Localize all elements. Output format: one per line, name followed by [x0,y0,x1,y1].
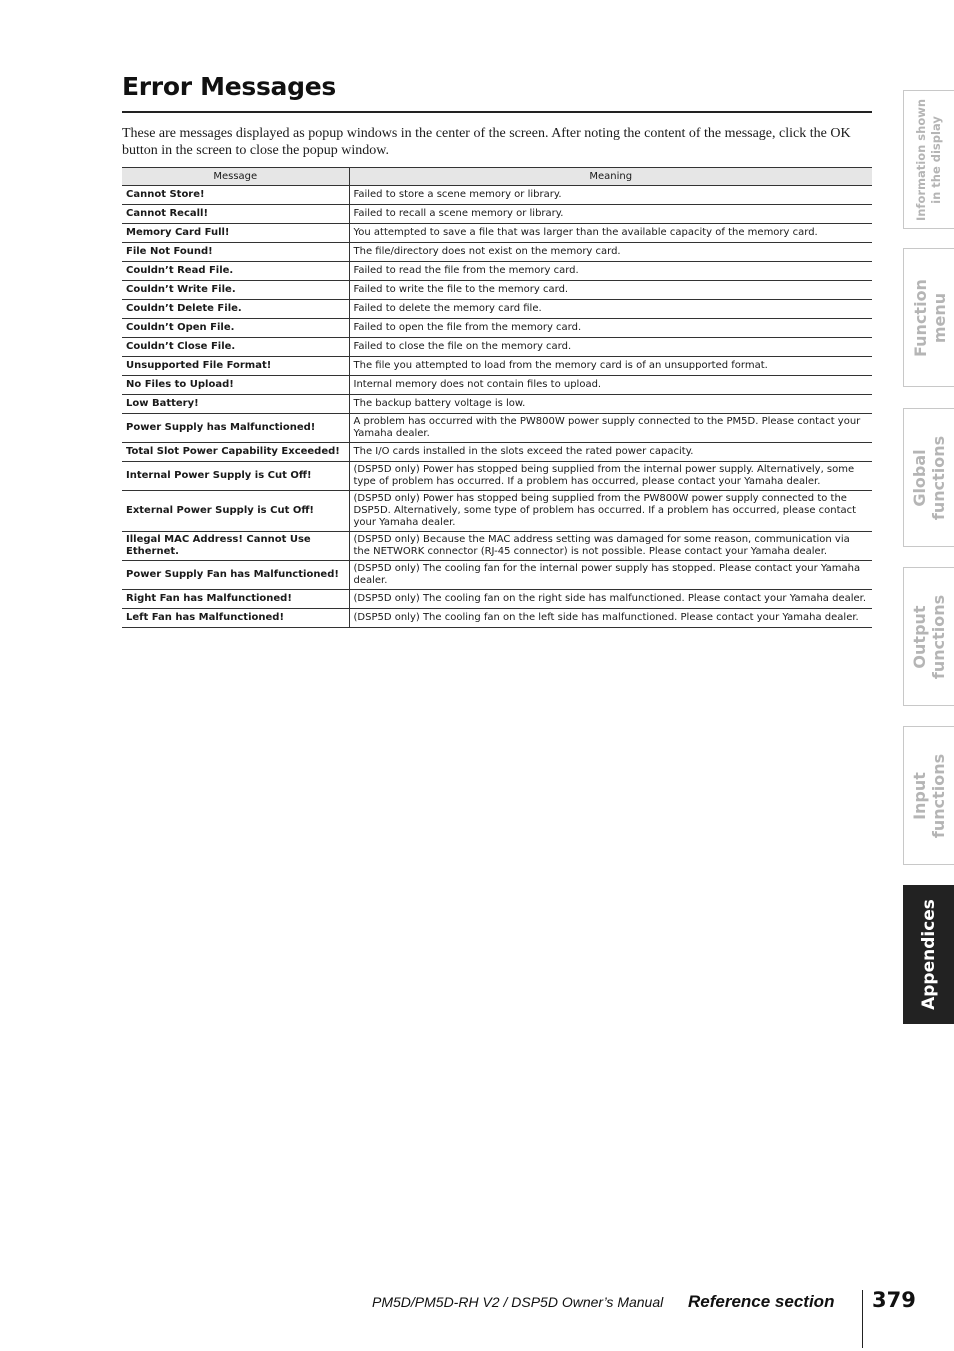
tab-information-shown-in-the-display[interactable] [903,90,954,229]
column-header-meaning: Meaning [349,168,872,186]
tab-global-functions[interactable] [903,408,954,547]
tab-input-functions[interactable] [903,726,954,865]
message-cell: Total Slot Power Capability Exceeded! [122,443,349,462]
meaning-cell: The backup battery voltage is low. [349,395,872,414]
message-cell: Couldn’t Delete File. [122,300,349,319]
table-row [122,186,872,205]
tab-label-line: Input [910,771,930,820]
intro-paragraph: These are messages displayed as popup windows in the center of the screen. After noting the content of the message, click the OK button in the screen to close the popup window. [122,126,851,158]
table-row [122,376,872,395]
message-cell: Illegal MAC Address! Cannot Use Ethernet. [122,532,349,561]
meaning-cell: Failed to store a scene memory or library. [349,186,872,205]
meaning-cell: The file you attempted to load from the memory card is of an unsupported format. [349,357,872,376]
table-row [122,262,872,281]
table-row [122,281,872,300]
table-row [122,561,872,590]
message-cell: Low Battery! [122,395,349,414]
meaning-cell: Failed to write the file to the memory card. [349,281,872,300]
table-row [122,319,872,338]
meaning-cell: You attempted to save a file that was larger than the available capacity of the memory card. [349,224,872,243]
message-cell: Unsupported File Format! [122,357,349,376]
message-cell: Cannot Recall! [122,205,349,224]
footer-divider [862,1290,863,1348]
tab-output-functions[interactable] [903,567,954,706]
meaning-cell: Failed to open the file from the memory card. [349,319,872,338]
page-title: Error Messages [122,72,336,101]
tab-function-menu[interactable] [903,248,954,387]
tab-label-line: Appendices [919,899,940,1010]
table-row [122,357,872,376]
table-row [122,491,872,532]
meaning-cell: (DSP5D only) Because the MAC address setting was damaged for some reason, communication via the NETWORK connector (RJ-45 connector) is not possible. Please contact your Yamaha dealer. [349,532,872,561]
tab-label-line: menu [929,292,949,343]
tab-label-line: functions [929,435,949,520]
meaning-cell: A problem has occurred with the PW800W power supply connected to the PM5D. Please contact your Yamaha dealer. [349,414,872,443]
table-row [122,462,872,491]
tab-appendices[interactable] [903,885,954,1024]
meaning-cell: (DSP5D only) The cooling fan on the left side has malfunctioned. Please contact your Yamaha dealer. [349,609,872,628]
footer-section-name: Reference section [688,1292,835,1311]
meaning-cell: Failed to close the file on the memory card. [349,338,872,357]
meaning-cell: (DSP5D only) The cooling fan on the right side has malfunctioned. Please contact your Yamaha dealer. [349,590,872,609]
table-row [122,443,872,462]
message-cell: Couldn’t Open File. [122,319,349,338]
footer-manual-title: PM5D/PM5D-RH V2 / DSP5D Owner’s Manual [372,1294,664,1310]
table-row [122,300,872,319]
table-row [122,414,872,443]
meaning-cell: Failed to read the file from the memory card. [349,262,872,281]
meaning-cell: The file/directory does not exist on the memory card. [349,243,872,262]
table-row [122,532,872,561]
message-cell: External Power Supply is Cut Off! [122,491,349,532]
message-cell: Couldn’t Write File. [122,281,349,300]
column-header-message: Message [122,168,349,186]
meaning-cell: (DSP5D only) Power has stopped being supplied from the internal power supply. Alternatively, some type of problem has occurred. If a problem has occurred, please contact your Yamaha dealer. [349,462,872,491]
meaning-cell: Failed to delete the memory card file. [349,300,872,319]
table-row [122,205,872,224]
message-cell: File Not Found! [122,243,349,262]
message-cell: Right Fan has Malfunctioned! [122,590,349,609]
meaning-cell: Failed to recall a scene memory or library. [349,205,872,224]
message-cell: Left Fan has Malfunctioned! [122,609,349,628]
table-header-row [122,168,872,186]
error-messages-table [122,167,872,628]
message-cell: Memory Card Full! [122,224,349,243]
tab-label-line: functions [929,753,949,838]
table-row [122,243,872,262]
table-row [122,338,872,357]
meaning-cell: The I/O cards installed in the slots exceed the rated power capacity. [349,443,872,462]
meaning-cell: (DSP5D only) Power has stopped being supplied from the PW800W power supply connected to the DSP5D. Alternatively, some type of problem has occurred. If a problem has occurred, please contact your Yamaha dealer. [349,491,872,532]
tab-label-line: Information shown [914,98,929,221]
tab-label-line: Function [910,278,930,357]
tab-label-line: functions [929,594,949,679]
message-cell: Power Supply has Malfunctioned! [122,414,349,443]
message-cell: Internal Power Supply is Cut Off! [122,462,349,491]
meaning-cell: (DSP5D only) The cooling fan for the internal power supply has stopped. Please contact your Yamaha dealer. [349,561,872,590]
message-cell: Couldn’t Close File. [122,338,349,357]
message-cell: No Files to Upload! [122,376,349,395]
table-row [122,590,872,609]
table-row [122,609,872,628]
tab-label-line: Output [910,604,930,669]
table-row [122,395,872,414]
message-cell: Cannot Store! [122,186,349,205]
tab-label-line: Global [910,448,930,507]
page-number: 379 [872,1288,916,1312]
title-rule [122,111,872,113]
meaning-cell: Internal memory does not contain files to upload. [349,376,872,395]
message-cell: Couldn’t Read File. [122,262,349,281]
tab-label-line: in the display [929,115,944,204]
table-row [122,224,872,243]
message-cell: Power Supply Fan has Malfunctioned! [122,561,349,590]
